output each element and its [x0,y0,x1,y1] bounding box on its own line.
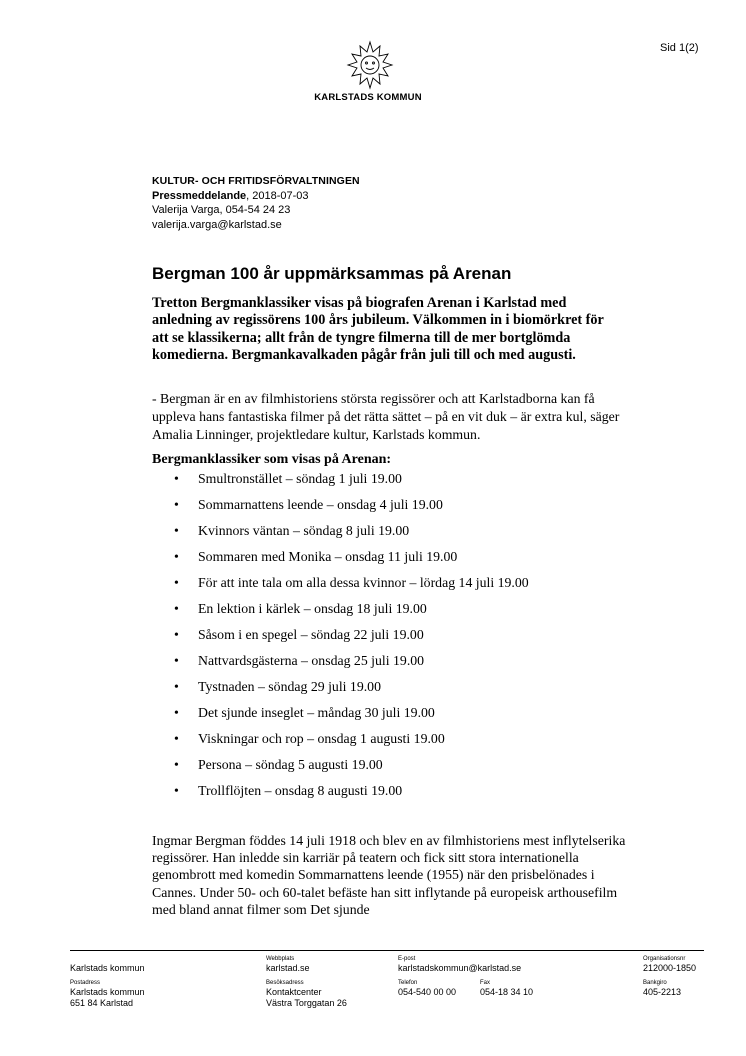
bullet-icon: • [174,783,179,798]
lead-paragraph: Tretton Bergmanklassiker visas på biografen Arenan i Karlstad med anledning av regissörens 100 års jubileum. Välkommen in i biomörkret för att se klassikerna; allt från de tyngre filmerna till de mer bortglömda komedierna. Bergmankavalkaden pågår från juli till och med augusti. [152,295,604,364]
film-list [152,470,529,808]
list-item: • Tystnaden – söndag 29 juli 19.00 [174,679,381,694]
list-item: • Trollflöjten – onsdag 8 augusti 19.00 [174,783,403,798]
sender-block [152,174,360,232]
department: KULTUR- OCH FRITIDSFÖRVALTNINGEN [152,175,360,187]
body-paragraph: Ingmar Bergman föddes 14 juli 1918 och blev en av filmhistoriens mest inflytelserika regissörer. Han inledde sin karriär på teatern och fick sitt stora internationella genombrott med komedin Sommarnattens leende (1955) när den prisbelönades i Cannes. Under 50- och 60-talet befäste han sitt inflytande på europeisk arthousefilm med bland annat filmer som Det sjunde [152,833,626,917]
list-item: • Det sjunde inseglet – måndag 30 juli 19.00 [174,705,435,720]
footer-postal: Postadress Karlstads kommun 651 84 Karlstad [70,980,145,1008]
headline: Bergman 100 år uppmärksammas på Arenan [152,264,512,283]
contact-email: valerija.varga@karlstad.se [152,218,282,231]
doc-date: , 2018-07-03 [246,189,309,202]
doc-type: Pressmeddelande [152,189,247,202]
list-item: • Sommarnattens leende – onsdag 4 juli 19.00 [174,497,443,512]
quote-paragraph: - Bergman är en av filmhistoriens största regissörer och att Karlstadborna kan få uppleva hans fantastiska filmer på det rätta sättet – på en vit duk – är extra kul, säger Amalia Linninger, projektledare kultur, Karlstads kommun. [152,391,620,442]
footer-phone: Telefon 054-540 00 00 [398,980,457,997]
bullet-icon: • [174,601,179,616]
list-item: • Smultronstället – söndag 1 juli 19.00 [174,471,402,486]
organization-name: KARLSTADS KOMMUN [314,92,422,103]
footer-website: Webbplats karlstad.se [266,956,310,973]
footer-org-number: Organisationsnr 212000-1850 [643,956,697,973]
list-item: • Viskningar och rop – onsdag 1 augusti 19.00 [174,731,445,746]
list-item: • Sommaren med Monika – onsdag 11 juli 19.00 [174,549,458,564]
list-item: • Persona – söndag 5 augusti 19.00 [174,757,383,772]
bullet-icon: • [174,523,179,538]
bullet-icon: • [174,731,179,746]
contact-person: Valerija Varga, 054-54 24 23 [152,204,291,216]
list-item: • Såsom i en spegel – söndag 22 juli 19.00 [174,627,424,642]
page-number: Sid 1(2) [660,42,699,54]
footer-name: Karlstads kommun [70,963,145,973]
footer-visit: Besöksadress Kontaktcenter Västra Torggatan 26 [266,980,347,1008]
list-item: • För att inte tala om alla dessa kvinnor – lördag 14 juli 19.00 [174,575,529,590]
bullet-icon: • [174,497,179,512]
bullet-icon: • [174,757,179,772]
footer-fax: Fax 054-18 34 10 [480,980,534,997]
footer-email: E-post karlstadskommun@karlstad.se [398,956,522,973]
sun-emblem-icon [330,40,410,90]
bullet-icon: • [174,653,179,668]
bullet-icon: • [174,679,179,694]
list-item: • Kvinnors väntan – söndag 8 juli 19.00 [174,523,410,538]
bullet-icon: • [174,471,179,486]
bullet-icon: • [174,575,179,590]
bullet-icon: • [174,627,179,642]
bullet-icon: • [174,705,179,720]
bullet-icon: • [174,549,179,564]
footer-divider [70,950,704,951]
doc-type-line [152,189,360,204]
list-item: • Nattvardsgästerna – onsdag 25 juli 19.00 [174,653,425,668]
list-item: • En lektion i kärlek – onsdag 18 juli 19.00 [174,601,427,616]
film-list-title: Bergmanklassiker som visas på Arenan: [152,452,392,467]
footer-bankgiro: Bankgiro 405-2213 [643,980,682,997]
